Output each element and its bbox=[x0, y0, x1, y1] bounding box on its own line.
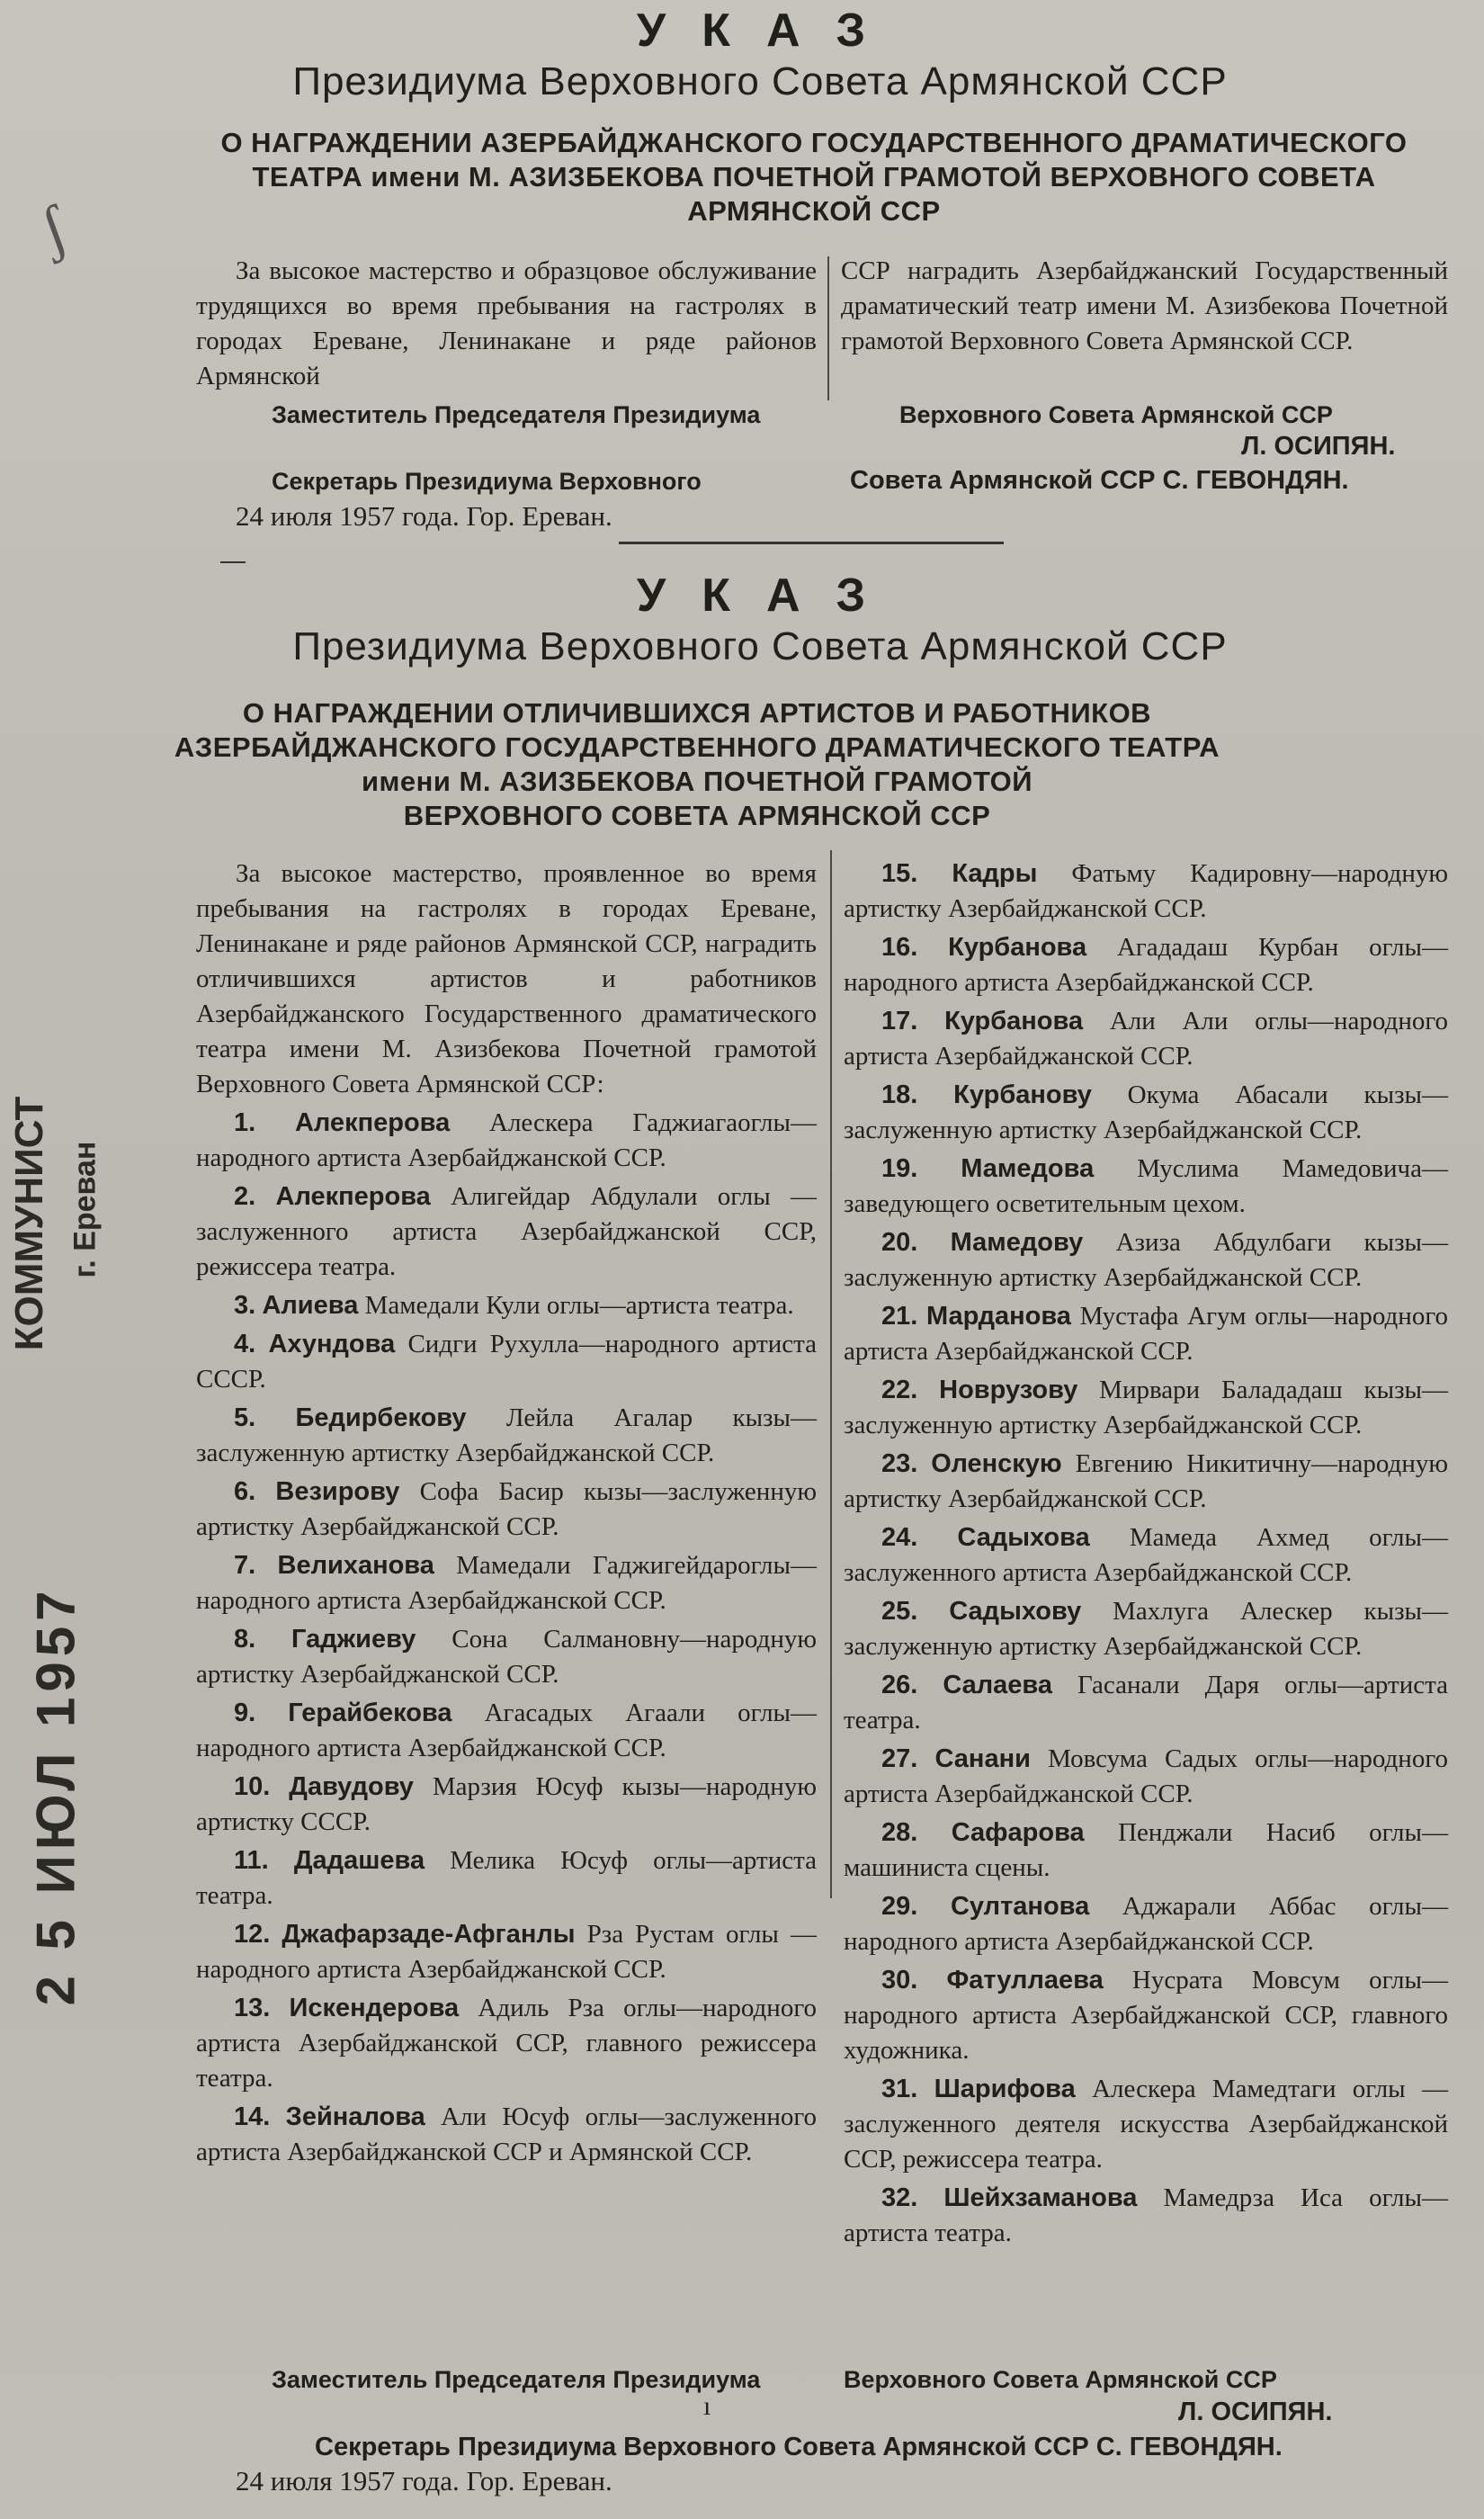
item-text: Окума Абасали кызы—заслуженную артистку Азербайджанской ССР. bbox=[844, 1080, 1449, 1144]
item-number: 13. bbox=[234, 1994, 271, 2022]
award-list-item bbox=[844, 2072, 1448, 2177]
decree1-body-right bbox=[841, 254, 1448, 363]
item-surname: Бедирбекову bbox=[295, 1403, 467, 1432]
item-text: Пенджали Насиб оглы—машиниста сцены. bbox=[844, 1818, 1449, 1882]
item-number: 31. bbox=[881, 2075, 918, 2103]
award-list-item bbox=[196, 1770, 817, 1840]
item-number: 14. bbox=[234, 2102, 271, 2131]
award-list-item bbox=[196, 2100, 817, 2170]
item-number: 32. bbox=[881, 2183, 918, 2212]
item-number: 29. bbox=[881, 1892, 918, 1921]
decree2-column-rule bbox=[830, 850, 832, 1898]
item-surname: Новрузову bbox=[939, 1376, 1078, 1404]
item-surname: Курбанова bbox=[944, 1007, 1084, 1035]
award-list-item bbox=[196, 1548, 817, 1618]
item-surname: Джафарзаде-Афганлы bbox=[282, 1920, 576, 1949]
award-list-item bbox=[196, 1991, 817, 2096]
decree2-intro: За высокое мастерство, проявленное во время пребывания на гастролях в городах Ереване, Ленинакане и ряде районов Армянской ССР, наградить отличившихся артистов и работников Азербайджанского Государственного драматического театра имени М. Азизбекова Почетной грамотой Верховного Совета Армянской ССР: bbox=[196, 859, 817, 1098]
item-number: 19. bbox=[881, 1154, 918, 1183]
item-surname: Сафарова bbox=[951, 1818, 1085, 1847]
item-number: 22. bbox=[881, 1376, 918, 1404]
decree2-left-column bbox=[196, 856, 817, 2174]
decree2-subtitle-line: АЗЕРБАЙДЖАНСКОГО ГОСУДАРСТВЕННОГО ДРАМАТИЧЕСКОГО ТЕАТРА bbox=[174, 731, 1220, 763]
award-list-item bbox=[844, 1299, 1448, 1369]
item-text: Мамедали Кули оглы—артиста театра. bbox=[364, 1291, 794, 1320]
item-text: Муслима Мамедовича—заведующего осветительным цехом. bbox=[844, 1154, 1449, 1218]
item-text: Алигейдар Абдулали оглы — заслуженного артиста Азербайджанской ССР, режиссера театра. bbox=[196, 1182, 818, 1281]
item-surname: Санани bbox=[934, 1744, 1031, 1773]
item-number: 12. bbox=[234, 1920, 271, 1949]
award-list-item bbox=[844, 1225, 1448, 1295]
award-list-item bbox=[844, 1742, 1448, 1812]
item-surname: Дадашева bbox=[293, 1846, 425, 1875]
decree1-heading: УКАЗ bbox=[636, 4, 902, 57]
item-number: 20. bbox=[881, 1228, 918, 1257]
item-text: Сона Салмановну—народную артистку Азербайджанской ССР. bbox=[196, 1625, 817, 1689]
award-list-item bbox=[844, 1815, 1448, 1886]
award-list-item bbox=[844, 1963, 1448, 2068]
award-list-item bbox=[844, 1373, 1448, 1443]
award-list-item bbox=[196, 1696, 817, 1766]
divider bbox=[619, 542, 1004, 544]
item-text: Агададаш Курбан оглы—народного артиста Азербайджанской ССР. bbox=[844, 933, 1449, 997]
item-text: Мамедали Гаджигейдароглы—народного артиста Азербайджанской ССР. bbox=[196, 1551, 818, 1615]
decree1-column-rule bbox=[827, 256, 829, 400]
item-number: 27. bbox=[881, 1744, 918, 1773]
award-list-item bbox=[844, 1520, 1448, 1591]
item-surname: Мамедову bbox=[950, 1228, 1084, 1257]
decree1-sig1-name: Л. ОСИПЯН. bbox=[1241, 432, 1396, 461]
item-text: Мустафа Агум оглы—народного артиста Азербайджанской ССР. bbox=[844, 1302, 1448, 1366]
stamp-date: 2 5 ИЮЛ 1957 bbox=[25, 1585, 86, 2006]
tick-mark: ı bbox=[703, 2391, 711, 2421]
item-text: Марзия Юсуф кызы—народную артистку СССР. bbox=[196, 1772, 817, 1836]
item-surname: Садыхову bbox=[949, 1597, 1082, 1626]
award-list-item bbox=[844, 1004, 1448, 1074]
item-surname: Салаева bbox=[943, 1671, 1053, 1699]
item-text: Махлуга Алескер кызы—заслуженную артистку Азербайджанской ССР. bbox=[844, 1597, 1449, 1661]
item-surname: Алиева bbox=[262, 1291, 359, 1320]
item-text: Мамеда Ахмед оглы—заслуженного артиста Азербайджанской ССР. bbox=[844, 1523, 1449, 1587]
item-surname: Кадры bbox=[952, 859, 1038, 888]
decree2-sig2: Секретарь Президиума Верховного Совета Армянской ССР С. ГЕВОНДЯН. bbox=[315, 2433, 1283, 2461]
decree1-sig1-right: Верховного Совета Армянской ССР bbox=[899, 401, 1333, 428]
decree1-sig1-left: Заместитель Председателя Президиума bbox=[272, 401, 761, 428]
decree2-sig1-name: Л. ОСИПЯН. bbox=[1178, 2398, 1333, 2426]
decree2-sig1-right: Верховного Совета Армянской ССР bbox=[844, 2366, 1277, 2393]
item-text: Азиза Абдулбаги кызы—заслуженную артистку Азербайджанской ССР. bbox=[844, 1228, 1449, 1292]
item-number: 17. bbox=[881, 1007, 918, 1035]
award-list-item bbox=[196, 1401, 817, 1471]
decree2-sig1-left: Заместитель Председателя Президиума bbox=[272, 2366, 761, 2393]
award-list-item bbox=[844, 1668, 1448, 1738]
item-number: 30. bbox=[881, 1966, 918, 1995]
item-number: 23. bbox=[881, 1449, 918, 1478]
item-number: 24. bbox=[881, 1523, 918, 1552]
decree2-heading: УКАЗ bbox=[636, 569, 902, 622]
decree1-paragraph-left: За высокое мастерство и образцовое обслуживание трудящихся во время пребывания на гастролях в городах Ереване, Ленинакане и ряде районов Армянской bbox=[196, 256, 817, 390]
item-number: 21. bbox=[881, 1302, 918, 1331]
pencil-mark: ʃ bbox=[31, 193, 76, 265]
award-list-item bbox=[196, 1106, 817, 1176]
item-number: 15. bbox=[881, 859, 918, 888]
item-number: 1. bbox=[234, 1108, 256, 1137]
item-number: 2. bbox=[234, 1182, 256, 1211]
award-list-item bbox=[844, 2181, 1448, 2251]
item-number: 10. bbox=[234, 1772, 271, 1801]
item-number: 6. bbox=[234, 1477, 256, 1506]
item-number: 16. bbox=[881, 933, 918, 962]
decree2-issuer: Президиума Верховного Совета Армянской ССР bbox=[292, 624, 1228, 668]
item-surname: Шарифова bbox=[934, 2075, 1076, 2103]
award-list-item bbox=[844, 856, 1448, 927]
decree2-subtitle-line: имени М. АЗИЗБЕКОВА ПОЧЕТНОЙ ГРАМОТОЙ bbox=[361, 766, 1033, 797]
item-surname: Везирову bbox=[275, 1477, 400, 1506]
award-list-item bbox=[844, 1594, 1448, 1664]
item-text: Мовсума Садых оглы—народного артиста Азербайджанской ССР. bbox=[844, 1744, 1448, 1808]
decree2-subtitle-line: О НАГРАЖДЕНИИ ОТЛИЧИВШИХСЯ АРТИСТОВ И РАБОТНИКОВ bbox=[242, 697, 1152, 729]
item-text: Софа Басир кызы—заслуженную артистку Азербайджанской ССР. bbox=[196, 1477, 817, 1541]
divider-tick bbox=[220, 561, 246, 563]
item-number: 26. bbox=[881, 1671, 918, 1699]
item-surname: Мамедова bbox=[961, 1154, 1095, 1183]
award-list-item bbox=[196, 1288, 817, 1323]
item-text: Аджарали Аббас оглы—народного артиста Азербайджанской ССР. bbox=[844, 1892, 1449, 1956]
item-text: Мамедрза Иса оглы—артиста театра. bbox=[844, 2183, 1449, 2247]
item-surname: Гаджиеву bbox=[291, 1625, 416, 1654]
decree2-subtitle bbox=[135, 696, 1259, 833]
item-text: Алескера Гаджиагаоглы—народного артиста Азербайджанской ССР. bbox=[196, 1108, 817, 1172]
stamp-city: г. Ереван bbox=[67, 1141, 103, 1278]
item-surname: Велиханова bbox=[277, 1551, 434, 1580]
item-text: Гасанали Даря оглы—артиста театра. bbox=[844, 1671, 1448, 1735]
item-number: 8. bbox=[234, 1625, 256, 1654]
item-text: Мелика Юсуф оглы—артиста театра. bbox=[196, 1846, 818, 1910]
item-number: 11. bbox=[234, 1846, 269, 1875]
decree1-paragraph-right: ССР наградить Азербайджанский Государственный драматический театр имени М. Азизбекова Почетной грамотой Верховного Совета Армянской ССР. bbox=[841, 256, 1448, 355]
award-list-item bbox=[196, 1327, 817, 1397]
item-text: Али Юсуф оглы—заслуженного артиста Азербайджанской ССР и Армянской ССР. bbox=[196, 2102, 818, 2166]
item-text: Сидги Рухулла—народного артиста СССР. bbox=[196, 1330, 818, 1394]
item-number: 25. bbox=[881, 1597, 918, 1626]
item-surname: Оленскую bbox=[931, 1449, 1062, 1478]
item-text: Рза Рустам оглы — народного артиста Азербайджанской ССР. bbox=[196, 1920, 817, 1984]
item-surname: Зейналова bbox=[285, 2102, 425, 2131]
decree2-list-left bbox=[196, 1106, 817, 2170]
award-list-item bbox=[844, 1889, 1448, 1959]
award-list-item bbox=[196, 1179, 817, 1285]
item-text: Мирвари Балададаш кызы—заслуженную артистку Азербайджанской ССР. bbox=[844, 1376, 1449, 1439]
item-number: 28. bbox=[881, 1818, 918, 1847]
item-text: Лейла Агалар кызы—заслуженную артистку Азербайджанской ССР. bbox=[196, 1403, 818, 1467]
item-text: Евгению Никитичну—народную артистку Азербайджанской ССР. bbox=[844, 1449, 1448, 1513]
item-surname: Султанова bbox=[950, 1892, 1090, 1921]
award-list-item bbox=[844, 1078, 1448, 1148]
item-text: Адиль Рза оглы—народного артиста Азербайджанской ССР, главного режиссера театра. bbox=[196, 1994, 817, 2093]
decree2-subtitle-line: ВЕРХОВНОГО СОВЕТА АРМЯНСКОЙ ССР bbox=[403, 800, 991, 831]
item-text: Агасадых Агаали оглы—народного артиста Азербайджанской ССР. bbox=[196, 1699, 818, 1762]
decree2-right-column bbox=[844, 856, 1448, 2255]
item-surname: Ахундова bbox=[268, 1330, 396, 1358]
decree2-list-right bbox=[844, 856, 1448, 2251]
item-surname: Курбанова bbox=[948, 933, 1087, 962]
award-list-item bbox=[196, 1622, 817, 1692]
award-list-item bbox=[844, 930, 1448, 1000]
item-surname: Курбанову bbox=[953, 1080, 1092, 1109]
decree1-issuer: Президиума Верховного Совета Армянской ССР bbox=[292, 59, 1228, 103]
item-number: 5. bbox=[234, 1403, 256, 1432]
decree1-sig2-right: Совета Армянской ССР С. ГЕВОНДЯН. bbox=[850, 466, 1349, 495]
item-surname: Садыхова bbox=[957, 1523, 1090, 1552]
item-number: 9. bbox=[234, 1699, 256, 1727]
award-list-item bbox=[844, 1447, 1448, 1517]
award-list-item bbox=[196, 1475, 817, 1545]
decree1-subtitle: О НАГРАЖДЕНИИ АЗЕРБАЙДЖАНСКОГО ГОСУДАРСТВЕННОГО ДРАМАТИЧЕСКОГО ТЕАТРА имени М. АЗИЗБЕКОВА ПОЧЕТНОЙ ГРАМОТОЙ ВЕРХОВНОГО СОВЕТА АРМЯНСКОЙ ССР bbox=[220, 127, 1408, 227]
stamp-newspaper-name: КОММУНИСТ bbox=[7, 1096, 51, 1351]
item-surname: Марданова bbox=[925, 1302, 1071, 1331]
award-list-item bbox=[844, 1152, 1448, 1222]
item-text: Нусрата Мовсум оглы—народного артиста Азербайджанской ССР, главного художника. bbox=[844, 1966, 1448, 2065]
item-surname: Фатуллаева bbox=[946, 1966, 1104, 1995]
item-surname: Герайбекова bbox=[288, 1699, 452, 1727]
item-surname: Искендерова bbox=[289, 1994, 460, 2022]
item-number: 3. bbox=[234, 1291, 256, 1320]
item-surname: Шейхзаманова bbox=[943, 2183, 1138, 2212]
item-surname: Давудову bbox=[289, 1772, 414, 1801]
award-list-item bbox=[196, 1917, 817, 1987]
item-text: Алескера Мамедтаги оглы — заслуженного деятеля искусства Азербайджанской ССР, режиссера театра. bbox=[844, 2075, 1448, 2174]
item-surname: Алекперова bbox=[294, 1108, 451, 1137]
item-number: 18. bbox=[881, 1080, 918, 1109]
award-list-item bbox=[196, 1843, 817, 1914]
decree1-body-left bbox=[196, 254, 817, 398]
decree1-date: 24 июля 1957 года. Гор. Ереван. bbox=[236, 500, 612, 532]
decree1-sig2-left: Секретарь Президиума Верховного bbox=[272, 468, 702, 495]
item-number: 7. bbox=[234, 1551, 256, 1580]
item-text: Али Али оглы—народного артиста Азербайджанской ССР. bbox=[844, 1007, 1449, 1071]
item-number: 4. bbox=[234, 1330, 256, 1358]
item-surname: Алекперова bbox=[275, 1182, 431, 1211]
decree2-date: 24 июля 1957 года. Гор. Ереван. bbox=[236, 2465, 612, 2497]
item-text: Фатьму Кадировну—народную артистку Азербайджанской ССР. bbox=[844, 859, 1448, 923]
